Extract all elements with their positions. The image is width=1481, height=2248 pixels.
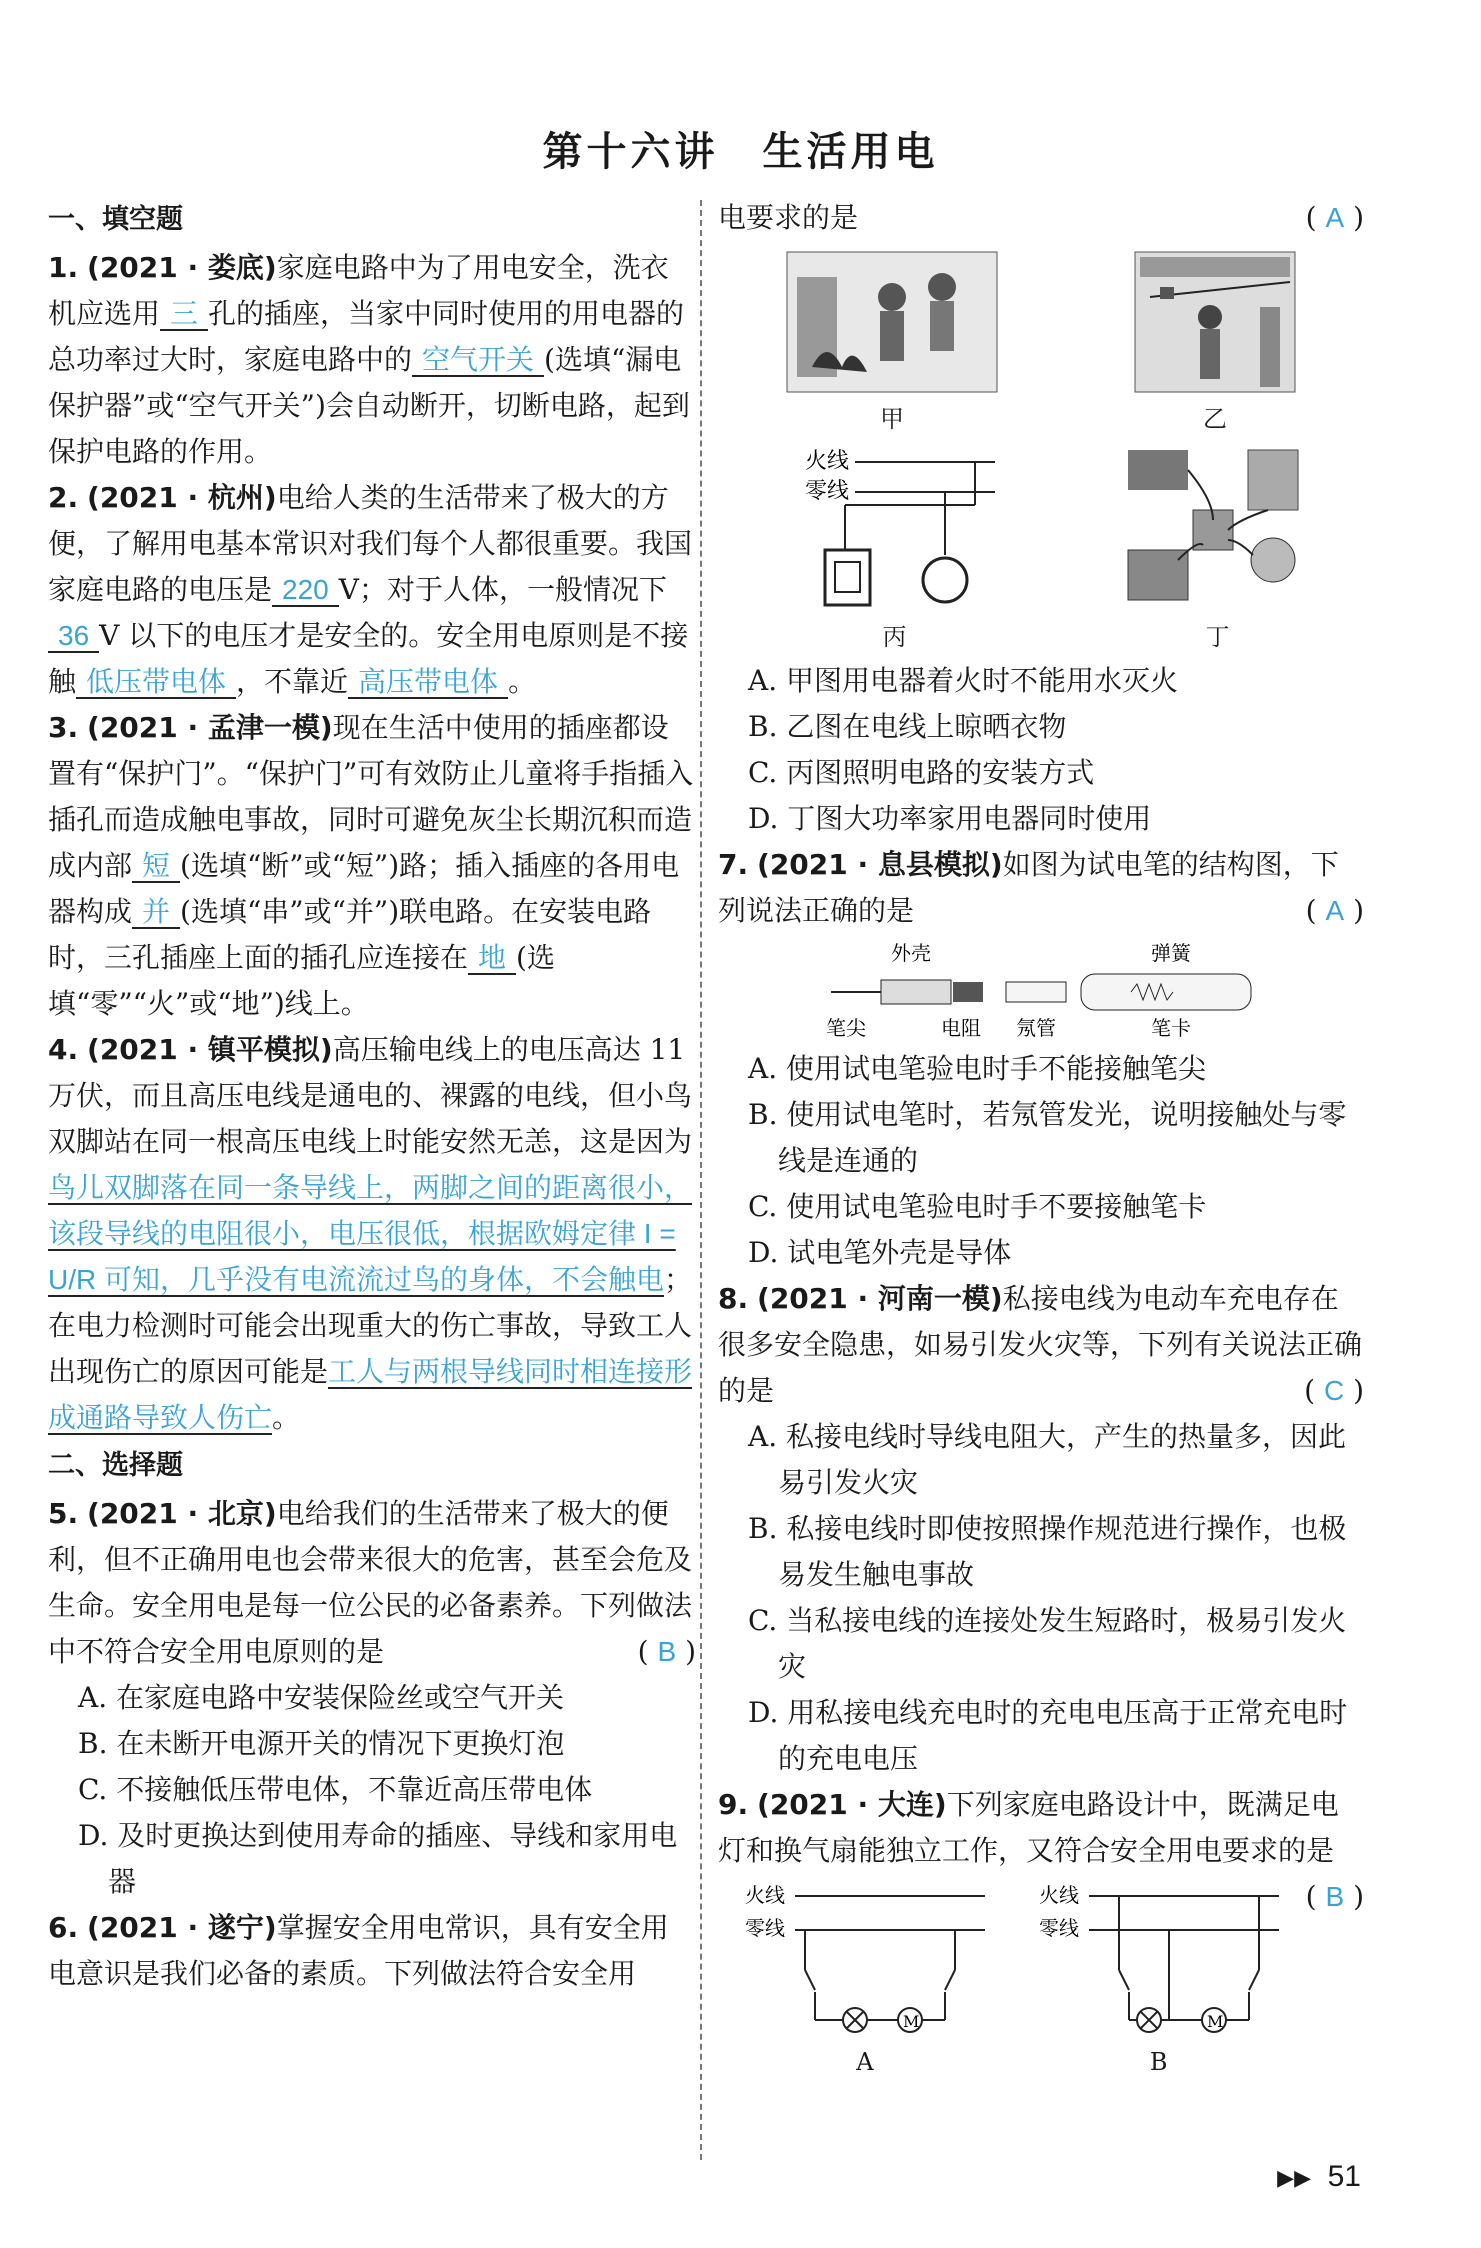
answer-bracket: ( A ) [1305,201,1364,234]
question-number: 5. [48,1497,79,1530]
lighting-circuit-diagram [765,440,1025,615]
part-label-shell: 外壳 [891,941,931,965]
q6-figure-row-top [718,247,1364,434]
question-text: 。 [272,1401,301,1434]
page-number: 51 [1327,2160,1361,2193]
question-number: 7. [718,848,749,881]
question-8 [718,1276,1364,1414]
question-4 [48,1027,696,1441]
question-text: 孔的插座，当家中同时使用的用电器的总功率过大时，家庭电路中的 [48,297,685,376]
question-source: (2021 · 娄底) [87,251,277,284]
part-label-resistor: 电阻 [941,1016,981,1040]
page-title: 第十六讲 生活用电 [542,129,939,175]
option-b: B. 私接电线时即使按照操作规范进行操作，也极易发生触电事故 [748,1512,1347,1591]
answer-blank: 空气开关 [412,344,544,377]
question-6-start [48,1905,696,1997]
question-stem: 私接电线为电动车充电存在很多安全隐患，如易引发火灾等，下列有关说法正确的是 [718,1282,1363,1407]
option-c: C. 丙图照明电路的安装方式 [748,756,1095,789]
answer-blank: 短 [132,850,180,883]
motor-symbol: M [902,2012,920,2031]
question-stem: 掌握安全用电常识，具有安全用电意识是我们必备的素质。下列做法符合安全用 [48,1911,669,1990]
question-number: 9. [718,1788,749,1821]
answer-blank: 鸟儿双脚落在同一条导线上，两脚之间的距离很小，该段导线的电阻很小，电压很低，根据欧姆定律 I = U/R 可知，几乎没有电流流过鸟的身体，不会触电 [48,1172,693,1295]
choice-answer: A [1325,895,1345,926]
answer-blank: 36 [48,620,99,653]
question-text: ；在电力检测时可能会出现重大的伤亡事故，导致工人出现伤亡的原因可能是 [48,1263,693,1388]
figure-label: 甲 [880,405,904,433]
question-source: (2021 · 息县模拟) [757,848,1003,881]
question-source: (2021 · 孟津一模) [87,711,333,744]
answer-blank: 三 [160,298,208,331]
column-divider [700,200,702,2160]
wire-label-neutral: 零线 [1038,1916,1079,1940]
wire-label-neutral: 零线 [744,1916,785,1940]
question-stem: 电给我们的生活带来了极大的便利，但不正确用电也会带来很大的危害，甚至会危及生命。安全用电是每一位公民的必备素养。下列做法中不符合安全用电原则的是 [48,1497,693,1668]
answer-blank: 地 [468,942,516,975]
question-stem: 如图为试电笔的结构图，下列说法正确的是 [718,848,1339,927]
q6-figure-row-bottom [718,440,1364,652]
choice-answer: A [1325,202,1345,233]
part-label-clip: 笔卡 [1151,1016,1191,1040]
question-text: 电给人类的生活带来了极大的方便，了解用电基本常识对我们每个人都很重要。我国家庭电路的电压是 [48,481,693,606]
option-c: C. 不接触低压带电体，不靠近高压带电体 [78,1773,593,1806]
option-b: B. 乙图在电线上晾晒衣物 [748,710,1067,743]
option-d: D. 试电笔外壳是导体 [748,1236,1012,1269]
figure-label: A [856,2048,874,2076]
question-2 [48,475,696,705]
option-c: C. 使用试电笔验电时手不要接触笔卡 [748,1190,1207,1223]
figure-jia [782,247,1002,434]
question-text: 现在生活中使用的插座都设置有“保护门”。“保护门”可有效防止儿童将手指插入插孔而造成触电事故，同时可避免灰尘长期沉积而造成内部 [48,711,694,882]
question-number: 8. [718,1282,749,1315]
question-source: (2021 · 北京) [87,1497,277,1530]
answer-blank: 220 [272,574,339,607]
figure-ding [1118,440,1318,652]
option-b: B. 使用试电笔时，若氖管发光，说明接触处与零线是连通的 [748,1098,1347,1177]
wire-label-live: 火线 [744,1883,785,1907]
question-number: 1. [48,251,79,284]
question-source: (2021 · 大连) [757,1788,947,1821]
answer-bracket: ( A ) [1305,894,1364,927]
question-stem: 下列家庭电路设计中，既满足电灯和换气扇能独立工作，又符合安全用电要求的是 [718,1788,1339,1867]
part-label-neon-tube: 氖管 [1016,1016,1056,1040]
question-3 [48,705,696,1027]
figure-yi [1130,247,1300,434]
part-label-spring: 弹簧 [1151,941,1191,965]
answer-bracket: ( B ) [1305,1880,1364,1913]
choice-answer: C [1323,1375,1345,1406]
test-pen-diagram [811,940,1271,1040]
question-text: 高压输电线上的电压高达 11 万伏，而且高压电线是通电的、裸露的电线，但小鸟双脚站在同一根高压电线上时能安然无恙，这是因为 [48,1033,693,1158]
figure-label: 丙 [882,623,907,651]
question-stem: 电要求的是 [718,201,859,234]
question-number: 3. [48,711,79,744]
choice-answer: B [1325,1881,1345,1912]
question-source: (2021 · 河南一模) [757,1282,1003,1315]
option-a: A. 在家庭电路中安装保险丝或空气开关 [78,1681,565,1714]
figure-label: B [1149,2048,1168,2076]
figure-label: 丁 [1205,623,1230,651]
wire-label-neutral: 零线 [804,479,849,504]
option-a: A. 私接电线时导线电阻大，产生的热量多，因此易引发火灾 [748,1420,1347,1499]
next-arrow-icon: ▶▶ [1277,2166,1311,2191]
answer-blank: 高压带电体 [348,666,508,699]
option-c: C. 当私接电线的连接处发生短路时，极易引发火灾 [748,1604,1347,1683]
option-d: D. 及时更换达到使用寿命的插座、导线和家用电器 [78,1819,678,1898]
answer-bracket: ( C ) [1304,1374,1364,1407]
left-column [48,195,696,1997]
question-text: 家庭电路中为了用电安全，洗衣机应选用 [48,251,669,330]
answer-blank: 并 [132,896,180,929]
question-source: (2021 · 杭州) [87,481,277,514]
question-text: V；对于人体，一般情况下 [338,573,667,606]
choice-answer: B [657,1636,677,1667]
circuit-b [1034,1880,1284,2077]
answer-blank: 低压带电体 [76,666,236,699]
question-source: (2021 · 遂宁) [87,1911,277,1944]
option-b: B. 在未断开电源开关的情况下更换灯泡 [78,1727,565,1760]
question-number: 2. [48,481,79,514]
question-text: V 以下的电压才是安全的。安全用电原则是不接触 [48,619,689,698]
question-1 [48,245,696,475]
question-text: (选填“漏电保护器”或“空气开关”)会自动断开，切断电路，起到保护电路的作用。 [48,343,690,468]
section-fill-heading: 一、填空题 [48,204,183,235]
question-text: (选填“零”“火”或“地”)线上。 [48,941,555,1020]
question-5 [48,1491,696,1905]
laundry-on-wire-illustration [1130,247,1300,397]
question-text: (选填“断”或“短”)路；插入插座的各用电器构成 [48,849,680,928]
fire-scene-illustration [782,247,1002,397]
wire-label-live: 火线 [1038,1883,1079,1907]
circuit-a-diagram [740,1880,990,2040]
option-a: A. 使用试电笔验电时手不能接触笔尖 [748,1052,1207,1085]
option-a: A. 甲图用电器着火时不能用水灭火 [748,664,1179,697]
option-d: D. 丁图大功率家用电器同时使用 [748,802,1152,835]
overloaded-socket-illustration [1118,440,1318,615]
answer-blank: 工人与两根导线同时相连接形成通路导致人伤亡 [48,1356,693,1433]
q7-figure [718,940,1364,1040]
question-text: ，不靠近 [236,665,349,698]
motor-symbol: M [1206,2012,1224,2031]
q9-figure-row [718,1880,1306,2077]
circuit-b-diagram [1034,1880,1284,2040]
question-7 [718,842,1364,934]
question-text: (选填“串”或“并”)联电路。在安装电路时，三孔插座上面的插孔应连接在 [48,895,652,974]
circuit-a [740,1880,990,2077]
part-label-tip: 笔尖 [826,1016,866,1040]
question-text: 。 [508,665,537,698]
question-number: 4. [48,1033,79,1066]
figure-label: 乙 [1203,405,1227,433]
answer-bracket: ( B ) [637,1635,696,1668]
question-number: 6. [48,1911,79,1944]
section-choice-heading: 二、选择题 [48,1450,183,1481]
question-source: (2021 · 镇平模拟) [87,1033,333,1066]
right-column [718,195,1364,2083]
question-6-continued [718,195,1364,241]
option-d: D. 用私接电线充电时的充电电压高于正常充电时的充电电压 [748,1696,1348,1775]
figure-bing [765,440,1025,652]
wire-label-live: 火线 [804,449,849,474]
